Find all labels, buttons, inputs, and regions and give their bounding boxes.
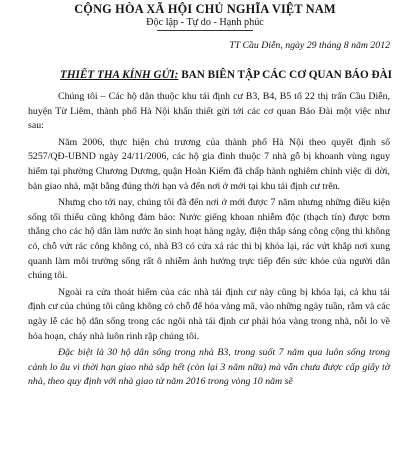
paragraph-living-conditions: Nhưng cho tới nay, chúng tôi đã đến nơi ở mới được 7 năm nhưng những điều kiện sống tối thiểu cũng không đảm bảo: Nước giếng khoan nhiễm độc (thạch tín) được bơm thẳng cho các hộ dân làm nước ăn sinh hoạt hàng ngày, điện thắp sáng công cộng thì không có, chỗ vứt rác công không có, nhà B3 có cửa xả rác thì bị khóa lại, rác vứt khắp nơi xung quanh làm môi trường sống rất ô nhiễm ảnh hưởng trực tiếp đến sức khỏe của người dân chúng tôi. (28, 197, 390, 282)
paragraph-background: Năm 2006, thực hiện chủ trương của thành phố Hà Nội theo quyết định số 5257/QĐ-UBND ngày 24/11/2006, các hộ gia đình thuộc 7 nhà gỗ bị khoanh vùng nguy hiểm tại phường Chương Dương, quận Hoàn Kiếm đã chấp hành nghiêm chỉnh việc di dời, bàn giao nhà, mặt bằng đúng thời hạn và đến nơi ở mới tại khu tái định cư trên. (28, 136, 390, 192)
letter-body (28, 90, 390, 392)
place-and-date: TT Cầu Diễn, ngày 29 tháng 8 năm 2012 (229, 40, 390, 51)
paragraph-b3-residents: Đặc biệt là 30 hộ dân sống trong nhà B3, trong suốt 7 năm qua luôn sống trong cảnh lo âu vì thời hạn giao nhà sắp hết (còn lại 3 năm nữa) mà vẫn chưa được cấp giấy tờ nhà, theo quy định với nhà giao từ năm 2016 trong vòng 10 năm sẽ (28, 347, 390, 388)
document-header (0, 2, 400, 31)
national-title: CỘNG HÒA XÃ HỘI CHỦ NGHĨA VIỆT NAM (74, 2, 336, 16)
recipient-name: BAN BIÊN TẬP CÁC CƠ QUAN BÁO ĐÀI (181, 69, 393, 81)
recipient-prefix: THIẾT THA KÍNH GỬI: (60, 69, 179, 81)
recipient-line (60, 69, 392, 81)
paragraph-intro: Chúng tôi – Các hộ dân thuộc khu tái định cư B3, B4, B5 tổ 22 thị trấn Cầu Diễn, huyện Từ Liêm, thành phố Hà Nội khẩn thiết gửi tới các cơ quan Báo Đài một việc như sau: (28, 91, 390, 132)
motto-underline (157, 30, 253, 31)
national-motto: Độc lập - Tự do - Hạnh phúc (146, 17, 264, 28)
paragraph-fire-risk: Ngoài ra cửa thoát hiểm của các nhà tái định cư này cũng bị khóa lại, cả khu tái định cư của chúng tôi cũng không có chỗ để hóa vàng mã, vào những ngày tuần, rằm và các ngày lễ các hộ dân sống trong các ngôi nhà tái định cư phải hóa vàng trong nhà, nỗi lo về hỏa hoạn, cháy nhà luôn rình rập chúng tôi. (28, 286, 390, 342)
